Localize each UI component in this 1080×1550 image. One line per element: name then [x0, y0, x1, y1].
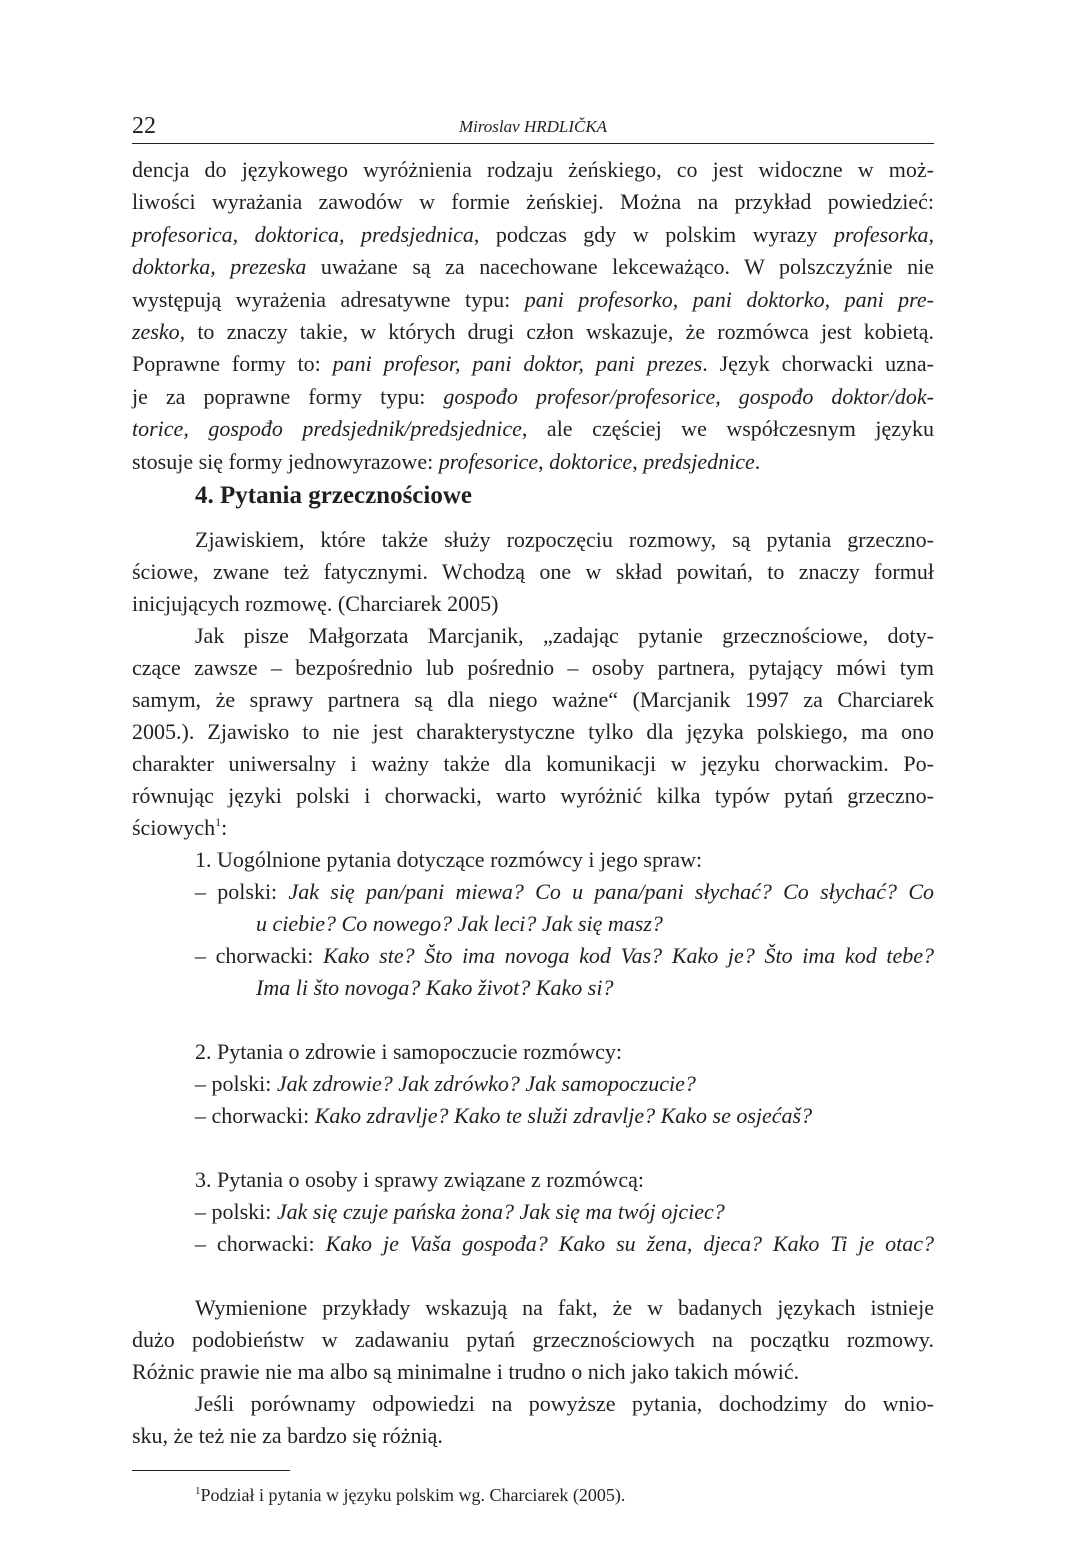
text-segment: liwości wyrażania zawodów w formie żeńskiej. Można na przykład powiedzieć: [132, 189, 934, 215]
text-line [132, 908, 934, 940]
text-segment: 2005.). Zjawisko to nie jest charakterystyczne tylko dla języka polskiego, ma ono [132, 719, 934, 744]
text-line [132, 588, 934, 620]
text-line [132, 1100, 934, 1132]
text-segment: 3. Pytania o osoby i sprawy związane z rozmówcą: [195, 1167, 645, 1192]
italic-text: profesorka, [834, 221, 935, 247]
text-line [132, 251, 934, 283]
text-line [132, 1324, 934, 1356]
text-line [132, 154, 934, 186]
text-segment: Różnic prawie nie ma albo są minimalne i trudno o nich jako takich mówić. [132, 1359, 800, 1384]
text-line [132, 940, 934, 972]
text-line [132, 316, 934, 348]
text-segment: Jak pisze Małgorzata Marcjanik, „zadając pytanie grzecznościowe, doty- [195, 623, 934, 648]
text-segment: występują wyrażenia adresatywne typu: [132, 286, 525, 312]
italic-text: torice, gospođo predsjednik/predsjednice [132, 416, 522, 442]
text-segment: Zjawiskiem, które także służy rozpoczęciu rozmowy, są pytania grzeczno- [195, 527, 934, 552]
text-segment: samym, że sprawy partnera są dla niego ważne“ (Marcjanik 1997 za Charciarek [132, 687, 934, 712]
text-segment: – chorwacki: [195, 1103, 315, 1128]
text-line [132, 812, 934, 844]
text-line [132, 556, 934, 588]
text-segment: 2. Pytania o zdrowie i samopoczucie rozmówcy: [195, 1039, 623, 1064]
text-segment: – chorwacki: [195, 943, 324, 968]
text-segment: uważane są za nacechowane lekceważąco. W polszczyźnie nie [306, 254, 934, 280]
text-line [132, 1388, 934, 1420]
text-line [132, 1196, 934, 1228]
text-segment: , podczas gdy w polskim wyrazy [473, 221, 834, 247]
text-line [132, 524, 934, 556]
blank-line [132, 1132, 934, 1164]
section-heading: 4. Pytania grzecznościowe [195, 482, 473, 509]
text-segment: ściowe, zwane też fatycznymi. Wchodzą one w skład powitań, to znaczy formuł [132, 559, 934, 584]
italic-text: gospođo profesor/profesorice, gospođo doktor/dok- [443, 383, 934, 409]
text-segment: czące zawsze – bezpośrednio lub pośrednio – osoby partnera, pytający mówi tym [132, 655, 934, 680]
text-segment: . Język chorwacki uzna- [702, 351, 934, 377]
text-line [132, 1036, 934, 1068]
text-segment: – chorwacki: [195, 1231, 326, 1256]
footnote [195, 1485, 625, 1506]
text-line [132, 684, 934, 716]
text-segment: Poprawne formy to: [132, 351, 333, 377]
text-line [132, 381, 934, 413]
italic-text: Kako ste? Što ima novoga kod Vas? Kako je? Što ima kod tebe? [323, 943, 935, 968]
italic-text: pani profesorko, pani doktorko, pani pre- [524, 286, 935, 312]
text-line [132, 780, 934, 812]
text-line [132, 972, 934, 1004]
text-line [132, 1164, 934, 1196]
text-segment: Wymienione przykłady wskazują na fakt, że w badanych językach istnieje [195, 1295, 934, 1320]
italic-text: doktorice [549, 448, 633, 474]
body-text-top [132, 154, 934, 478]
footnote-marker: 1 [195, 1485, 201, 1497]
text-segment: sku, że też nie za bardzo się różnią. [132, 1423, 443, 1448]
text-segment: 1. Uogólnione pytania dotyczące rozmówcy i jego spraw: [195, 847, 703, 872]
page-number: 22 [132, 113, 156, 139]
text-segment: je za poprawne formy typu: [132, 383, 444, 409]
text-line [132, 716, 934, 748]
text-segment: . [754, 448, 761, 474]
text-line [132, 284, 934, 316]
text-segment: charakter uniwersalny i ważny także dla komunikacji w języku chorwackim. Po- [132, 751, 934, 776]
text-segment: – polski: [195, 1199, 277, 1224]
footnote-rule [132, 1470, 290, 1471]
footnote-reference: 1 [215, 815, 222, 829]
italic-text: Jak zdrowie? Jak zdrówko? Jak samopoczucie? [276, 1071, 696, 1096]
italic-text: profesorica, doktorica, predsjednica [132, 221, 474, 247]
text-line [132, 1228, 934, 1260]
text-line [132, 413, 934, 445]
text-line [132, 446, 934, 478]
italic-text: predsjednice [643, 448, 755, 474]
italic-text: pani profesor, pani doktor, pani prezes [332, 351, 703, 377]
blank-line [132, 1004, 934, 1036]
text-line [132, 1356, 934, 1388]
text-line [132, 219, 934, 251]
italic-text: Kako zdravlje? Kako te služi zdravlje? Kako se osjećaš? [314, 1103, 813, 1128]
header-rule [132, 143, 934, 144]
text-segment: Jeśli porównamy odpowiedzi na powyższe pytania, dochodzimy do wnio- [195, 1391, 934, 1416]
text-segment: , [538, 448, 550, 474]
italic-text: profesorice [438, 448, 539, 474]
text-segment: równując języki polski i chorwacki, warto wyróżnić kilka typów pytań grzeczno- [132, 783, 934, 808]
text-line [132, 844, 934, 876]
text-segment: ściowych [132, 815, 216, 840]
text-line [132, 348, 934, 380]
text-line [132, 620, 934, 652]
text-line [132, 186, 934, 218]
italic-text: doktorka, prezeska [132, 254, 307, 280]
body-text-main [132, 524, 934, 1452]
text-segment: – polski: [195, 879, 289, 904]
text-segment: , ale częściej we współczesnym języku [521, 416, 935, 442]
text-segment: , [632, 448, 644, 474]
blank-line [132, 1260, 934, 1292]
text-segment: dużo podobieństw w zadawaniu pytań grzecznościowych na początku rozmowy. [132, 1327, 934, 1352]
text-segment: dencja do językowego wyróżnienia rodzaju żeńskiego, co jest widoczne w moż- [132, 157, 934, 182]
italic-text: zesko [132, 318, 180, 344]
italic-text: Jak się czuje pańska żona? Jak się ma twój ojciec? [276, 1199, 725, 1224]
text-line [132, 652, 934, 684]
text-line [132, 1292, 934, 1324]
text-line [132, 748, 934, 780]
italic-text: Ima li što novoga? Kako život? Kako si? [256, 975, 614, 1000]
text-segment: : [221, 815, 228, 840]
text-segment: – polski: [195, 1071, 277, 1096]
italic-text: Jak się pan/pani miewa? Co u pana/pani słychać? Co słychać? Co [288, 879, 934, 904]
running-head-author: Miroslav HRDLIČKA [458, 117, 608, 136]
text-segment: , to znaczy takie, w których drugi człon wskazuje, że rozmówca jest kobietą. [179, 318, 934, 344]
italic-text: Kako je Vaša gospođa? Kako su žena, djeca? Kako Ti je otac? [325, 1231, 935, 1256]
text-line [132, 876, 934, 908]
text-segment: stosuje się formy jednowyrazowe: [132, 448, 439, 474]
italic-text: u ciebie? Co nowego? Jak leci? Jak się masz? [256, 911, 663, 936]
text-line [132, 1068, 934, 1100]
footnote-text: Podział i pytania w języku polskim wg. Charciarek (2005). [200, 1485, 626, 1505]
text-segment: inicjujących rozmowę. (Charciarek 2005) [132, 591, 499, 616]
text-line [132, 1420, 934, 1452]
